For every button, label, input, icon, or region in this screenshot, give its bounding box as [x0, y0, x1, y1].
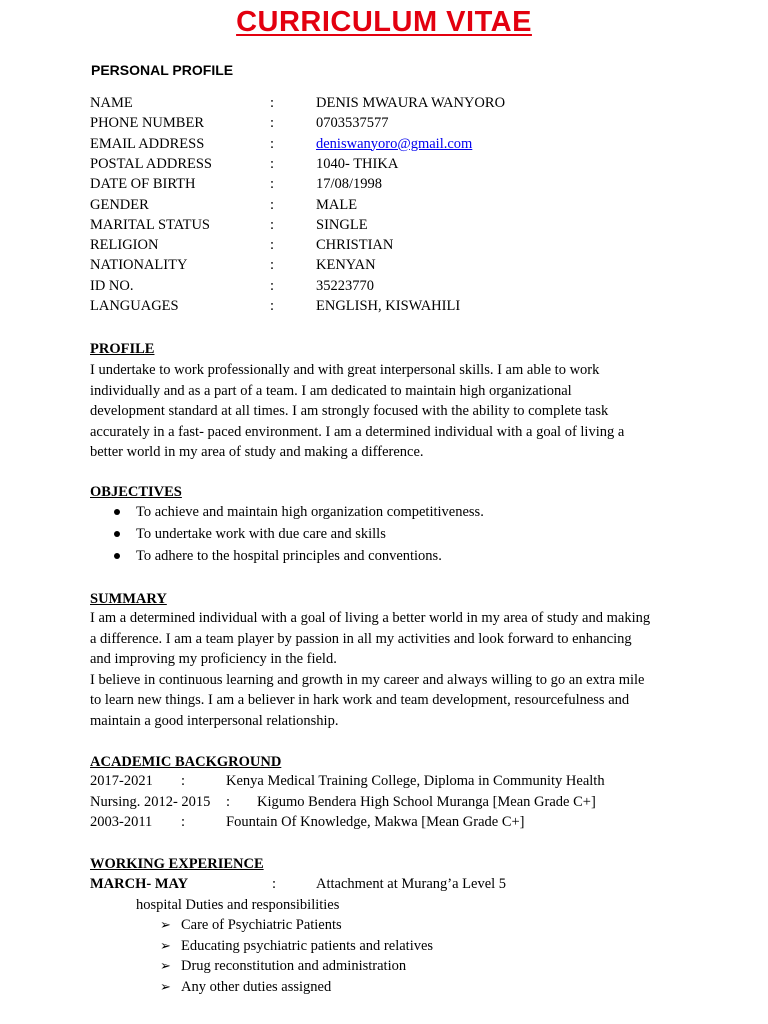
- detail-label: ID NO.: [90, 277, 134, 294]
- objectives-heading: OBJECTIVES: [90, 484, 182, 500]
- email-link[interactable]: deniswanyoro@gmail.com: [316, 135, 473, 152]
- detail-row: [0, 93, 768, 113]
- summary-line: I am a determined individual with a goal of living a better world in my area of study and making: [90, 610, 651, 626]
- work-position: Attachment at Murang’a Level 5: [316, 876, 507, 892]
- detail-colon: :: [270, 196, 275, 213]
- round-bullet-icon: [114, 531, 120, 537]
- detail-label: DATE OF BIRTH: [90, 176, 196, 193]
- profile-text: [90, 360, 690, 463]
- detail-row: [0, 255, 768, 275]
- academic-period: 2003-2011: [90, 814, 153, 830]
- detail-label: PHONE NUMBER: [90, 115, 204, 132]
- detail-value: 17/08/1998: [316, 176, 383, 193]
- detail-row: [0, 174, 768, 194]
- detail-colon: :: [270, 298, 275, 314]
- profile-line: individually and as a part of a team. I am dedicated to maintain high organizational: [90, 382, 572, 399]
- detail-value: 1040- THIKA: [316, 155, 399, 172]
- detail-label: MARITAL STATUS: [90, 216, 210, 233]
- arrow-bullet-icon: ➢: [160, 917, 171, 932]
- objective-item: [0, 501, 768, 523]
- detail-row: [0, 296, 768, 316]
- academic-row: [0, 812, 768, 832]
- summary-heading: SUMMARY: [90, 591, 167, 607]
- duty-text: Any other duties assigned: [181, 978, 332, 995]
- detail-value: CHRISTIAN: [316, 237, 394, 254]
- round-bullet-icon: [114, 553, 120, 559]
- academic-detail: Kenya Medical Training College, Diploma in Community Health: [226, 773, 605, 789]
- profile-line: accurately in a fast- paced environment. I am a determined individual with a goal of living a: [90, 423, 625, 440]
- academic-period: 2017-2021: [90, 773, 153, 789]
- detail-label: GENDER: [90, 196, 149, 213]
- duty-text: Care of Psychiatric Patients: [181, 917, 342, 933]
- summary-line: to learn new things. I am a believer in hark work and team development, resourcefulness and: [90, 692, 630, 708]
- work-subline-row: [0, 895, 768, 915]
- detail-row: [0, 215, 768, 235]
- arrow-bullet-icon: ➢: [160, 958, 171, 973]
- academic-colon: :: [181, 814, 186, 830]
- academic-detail: Fountain Of Knowledge, Makwa [Mean Grade C+]: [226, 814, 525, 830]
- detail-label: POSTAL ADDRESS: [90, 155, 212, 172]
- summary-line: maintain a good interpersonal relationship.: [90, 712, 339, 729]
- objective-text: To undertake work with due care and skills: [136, 526, 386, 542]
- work-colon: :: [272, 876, 277, 892]
- summary-line: I believe in continuous learning and growth in my career and always willing to go an extra mile: [90, 671, 645, 688]
- duty-item: [0, 977, 768, 997]
- academic-colon: :: [181, 773, 186, 789]
- duty-item: [0, 936, 768, 956]
- objective-item: [0, 545, 768, 567]
- work-heading: WORKING EXPERIENCE: [90, 856, 264, 872]
- objective-text: To achieve and maintain high organization competitiveness.: [136, 504, 484, 520]
- detail-value: ENGLISH, KISWAHILI: [316, 298, 461, 314]
- detail-value: 0703537577: [316, 115, 389, 132]
- arrow-bullet-icon: ➢: [160, 978, 171, 994]
- academic-detail: Kigumo Bendera High School Muranga [Mean Grade C+]: [257, 793, 596, 810]
- personal-profile-heading: PERSONAL PROFILE: [91, 62, 234, 78]
- academic-colon: :: [226, 793, 231, 810]
- academic-row: [0, 771, 768, 791]
- objective-item: [0, 523, 768, 545]
- academic-row: [0, 792, 768, 812]
- detail-value: KENYAN: [316, 257, 376, 274]
- detail-label: NAME: [90, 95, 133, 111]
- objective-text: To adhere to the hospital principles and conventions.: [136, 548, 442, 564]
- detail-value: DENIS MWAURA WANYORO: [316, 95, 506, 111]
- detail-value: MALE: [316, 196, 358, 213]
- profile-line: better world in my area of study and making a difference.: [90, 444, 424, 460]
- detail-colon: :: [270, 155, 275, 172]
- duty-item: [0, 915, 768, 935]
- detail-colon: :: [270, 135, 275, 152]
- detail-colon: :: [270, 95, 275, 111]
- detail-row: [0, 235, 768, 255]
- academic-heading: ACADEMIC BACKGROUND: [90, 754, 282, 770]
- detail-colon: :: [270, 115, 275, 132]
- detail-label: LANGUAGES: [90, 298, 179, 314]
- detail-row: [0, 195, 768, 215]
- work-entry: [0, 874, 768, 894]
- profile-line: development standard at all times. I am strongly focused with the ability to complete task: [90, 403, 609, 419]
- detail-colon: :: [270, 176, 275, 193]
- summary-text: [90, 608, 690, 731]
- profile-line: I undertake to work professionally and with great interpersonal skills. I am able to work: [90, 362, 600, 378]
- detail-label: RELIGION: [90, 237, 159, 254]
- academic-period: Nursing. 2012- 2015: [90, 793, 211, 810]
- work-subline: hospital Duties and responsibilities: [136, 897, 340, 913]
- detail-colon: :: [270, 257, 275, 274]
- summary-line: and improving my proficiency in the field.: [90, 651, 337, 667]
- arrow-bullet-icon: ➢: [160, 937, 171, 953]
- detail-colon: :: [270, 216, 275, 233]
- work-period: MARCH- MAY: [90, 876, 189, 892]
- detail-value: 35223770: [316, 277, 374, 294]
- detail-value: SINGLE: [316, 216, 368, 233]
- detail-colon: :: [270, 277, 275, 294]
- round-bullet-icon: [114, 509, 120, 515]
- detail-row: [0, 154, 768, 174]
- detail-label: NATIONALITY: [90, 257, 188, 274]
- detail-label: EMAIL ADDRESS: [90, 135, 205, 152]
- summary-line: a difference. I am a team player by passion in all my activities and look forward to enhancing: [90, 630, 632, 647]
- detail-row: [0, 276, 768, 296]
- duty-text: Drug reconstitution and administration: [181, 958, 407, 974]
- duty-text: Educating psychiatric patients and relatives: [181, 937, 434, 954]
- detail-colon: :: [270, 237, 275, 254]
- profile-heading: PROFILE: [90, 341, 155, 357]
- duty-item: [0, 956, 768, 976]
- detail-row: [0, 134, 768, 154]
- cv-title: CURRICULUM VITAE: [236, 6, 532, 38]
- detail-row: [0, 113, 768, 133]
